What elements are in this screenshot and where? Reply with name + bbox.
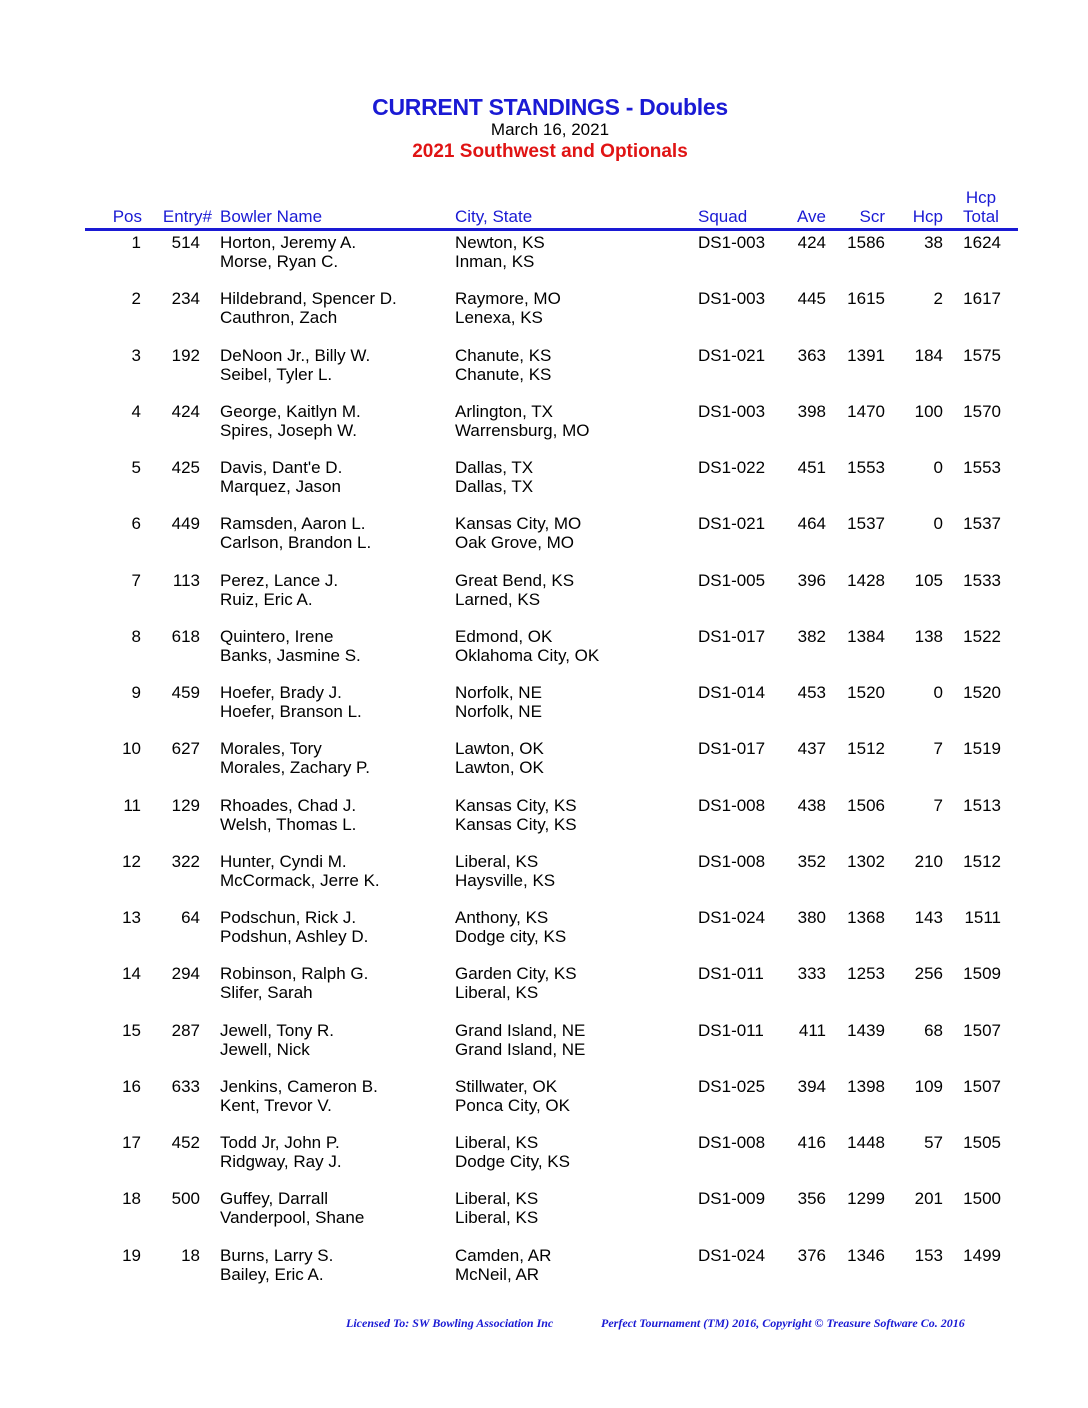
bowler-name-1: Todd Jr, John P. — [220, 1133, 340, 1152]
handicap: 105 — [914, 570, 943, 590]
city-state-1: Lawton, OK — [455, 739, 544, 759]
bowler-name-2: Marquez, Jason — [220, 477, 341, 496]
standings-row — [0, 1246, 1088, 1286]
handicap: 143 — [914, 908, 943, 927]
city-state-1: Raymore, MO — [455, 289, 561, 309]
squad: DS1-003 — [698, 233, 766, 252]
position: 9 — [131, 683, 141, 702]
bowler-name-2: Seibel, Tyler L. — [220, 364, 333, 384]
handicap: 0 — [933, 683, 943, 702]
standings-row — [0, 233, 1088, 273]
handicap: 57 — [924, 1133, 943, 1152]
scratch-score: 1398 — [847, 1076, 885, 1096]
position: 14 — [122, 964, 141, 984]
entry-number: 514 — [171, 233, 200, 252]
bowler-name-1: Guffey, Darrall — [220, 1189, 329, 1209]
squad: DS1-003 — [698, 401, 766, 421]
header-scr: Scr — [859, 207, 885, 226]
header-hcp-total-top: Hcp — [965, 188, 997, 207]
city-state-1: Grand Island, NE — [455, 1020, 586, 1040]
handicap-total: 1624 — [963, 233, 1001, 252]
handicap-total: 1511 — [964, 908, 1001, 927]
city-state-2: Larned, KS — [455, 589, 541, 609]
handicap: 184 — [914, 345, 943, 365]
bowler-name-2: Ruiz, Eric A. — [220, 589, 313, 609]
average: 333 — [797, 964, 826, 984]
city-state-1: Liberal, KS — [455, 1189, 539, 1209]
bowler-name-2: Podshun, Ashley D. — [220, 927, 369, 946]
bowler-name-1: Davis, Dant'e D. — [220, 458, 343, 477]
bowler-name-1: Quintero, Irene — [220, 626, 334, 646]
squad: DS1-017 — [698, 739, 766, 759]
entry-number: 633 — [171, 1076, 200, 1096]
bowler-name-1: Jenkins, Cameron B. — [220, 1076, 378, 1096]
standings-row — [0, 458, 1088, 498]
entry-number: 618 — [171, 626, 200, 646]
average: 451 — [797, 458, 826, 477]
squad: DS1-009 — [698, 1189, 766, 1209]
average: 382 — [797, 626, 826, 646]
city-state-2: Warrensburg, MO — [455, 420, 590, 440]
city-state-2: McNeil, AR — [455, 1264, 540, 1284]
scratch-score: 1520 — [847, 683, 885, 702]
city-state-2: Dodge City, KS — [455, 1152, 570, 1171]
bowler-name-2: Morales, Zachary P. — [220, 758, 370, 778]
entry-number: 294 — [171, 964, 200, 984]
squad: DS1-014 — [698, 683, 766, 702]
bowler-name-1: Horton, Jeremy A. — [220, 233, 357, 252]
city-state-2: Liberal, KS — [455, 1208, 539, 1228]
bowler-name-2: Spires, Joseph W. — [220, 420, 358, 440]
position: 7 — [131, 570, 141, 590]
squad: DS1-021 — [698, 514, 766, 534]
entry-number: 113 — [172, 570, 200, 590]
scratch-score: 1299 — [847, 1189, 885, 1209]
standings-row — [0, 1133, 1088, 1173]
scratch-score: 1253 — [847, 964, 885, 984]
handicap-total: 1512 — [963, 851, 1001, 871]
squad: DS1-008 — [698, 851, 766, 871]
average: 376 — [797, 1245, 826, 1265]
scratch-score: 1428 — [847, 570, 885, 590]
city-state-1: Liberal, KS — [455, 851, 539, 871]
entry-number: 234 — [171, 289, 200, 309]
position: 16 — [122, 1076, 141, 1096]
header-bowler-name: Bowler Name — [220, 207, 323, 226]
bowler-name-1: Hunter, Cyndi M. — [220, 851, 347, 871]
city-state-1: Arlington, TX — [455, 401, 553, 421]
standings-row — [0, 1021, 1088, 1061]
average: 438 — [797, 795, 826, 815]
city-state-2: Lawton, OK — [455, 758, 544, 778]
entry-number: 500 — [171, 1189, 200, 1209]
squad: DS1-005 — [698, 570, 766, 590]
bowler-name-1: DeNoon Jr., Billy W. — [220, 345, 371, 365]
handicap: 0 — [933, 514, 943, 534]
average: 411 — [798, 1020, 826, 1040]
position: 6 — [131, 514, 141, 534]
bowler-name-2: Jewell, Nick — [220, 1039, 310, 1059]
bowler-name-2: Vanderpool, Shane — [220, 1208, 365, 1228]
average: 352 — [797, 851, 826, 871]
squad: DS1-021 — [698, 345, 766, 365]
header-hcp: Hcp — [912, 207, 943, 226]
city-state-1: Edmond, OK — [455, 626, 553, 646]
handicap: 201 — [914, 1189, 943, 1209]
handicap: 68 — [924, 1020, 943, 1040]
bowler-name-2: Bailey, Eric A. — [220, 1264, 324, 1284]
average: 453 — [797, 683, 826, 702]
average: 398 — [797, 401, 826, 421]
handicap: 7 — [933, 739, 943, 759]
position: 19 — [122, 1245, 141, 1265]
scratch-score: 1537 — [847, 514, 885, 534]
scratch-score: 1384 — [847, 626, 885, 646]
entry-number: 129 — [171, 795, 200, 815]
standings-row — [0, 571, 1088, 611]
bowler-name-2: Hoefer, Branson L. — [220, 702, 362, 721]
position: 3 — [131, 345, 141, 365]
position: 12 — [122, 851, 141, 871]
standings-row — [0, 346, 1088, 386]
position: 15 — [122, 1020, 141, 1040]
bowler-name-1: Burns, Larry S. — [220, 1245, 334, 1265]
handicap-total: 1533 — [963, 570, 1001, 590]
header-divider — [85, 228, 1018, 231]
position: 5 — [131, 458, 141, 477]
handicap-total: 1509 — [963, 964, 1001, 984]
city-state-2: Oklahoma City, OK — [455, 645, 600, 665]
position: 4 — [131, 401, 141, 421]
scratch-score: 1512 — [847, 739, 885, 759]
scratch-score: 1615 — [847, 289, 885, 309]
scratch-score: 1368 — [847, 908, 885, 927]
handicap-total: 1499 — [963, 1245, 1001, 1265]
squad: DS1-008 — [698, 795, 766, 815]
report-date: March 16, 2021 — [490, 120, 610, 139]
average: 416 — [797, 1133, 826, 1152]
bowler-name-2: Kent, Trevor V. — [220, 1095, 332, 1115]
scratch-score: 1439 — [847, 1020, 885, 1040]
bowler-name-2: Banks, Jasmine S. — [220, 645, 361, 665]
city-state-2: Dodge city, KS — [455, 927, 567, 946]
bowler-name-1: Rhoades, Chad J. — [220, 795, 357, 815]
entry-number: 64 — [181, 908, 200, 927]
handicap: 38 — [924, 233, 943, 252]
entry-number: 627 — [171, 739, 200, 759]
footer-license: Licensed To: SW Bowling Association Inc — [346, 1316, 554, 1330]
header-squad: Squad — [698, 207, 748, 226]
entry-number: 424 — [171, 401, 200, 421]
position: 18 — [122, 1189, 141, 1209]
standings-row — [0, 796, 1088, 836]
average: 424 — [797, 233, 826, 252]
squad: DS1-011 — [698, 964, 764, 984]
handicap-total: 1507 — [963, 1076, 1001, 1096]
city-state-2: Liberal, KS — [455, 983, 539, 1003]
entry-number: 449 — [171, 514, 200, 534]
entry-number: 18 — [181, 1245, 200, 1265]
city-state-2: Kansas City, KS — [455, 814, 577, 834]
bowler-name-1: Ramsden, Aaron L. — [220, 514, 366, 534]
city-state-1: Camden, AR — [455, 1245, 552, 1265]
bowler-name-2: Cauthron, Zach — [220, 308, 338, 328]
handicap-total: 1617 — [963, 289, 1001, 309]
handicap-total: 1570 — [963, 401, 1001, 421]
bowler-name-1: Hoefer, Brady J. — [220, 683, 342, 702]
header-city-state: City, State — [455, 207, 533, 226]
entry-number: 322 — [171, 851, 200, 871]
header-hcp-total-bottom: Total — [963, 207, 999, 226]
bowler-name-2: Morse, Ryan C. — [220, 252, 339, 271]
bowler-name-2: McCormack, Jerre K. — [220, 870, 380, 890]
average: 394 — [797, 1076, 826, 1096]
squad: DS1-017 — [698, 626, 766, 646]
handicap: 7 — [933, 795, 943, 815]
average: 380 — [797, 908, 826, 927]
squad: DS1-008 — [698, 1133, 766, 1152]
average: 445 — [797, 289, 826, 309]
city-state-1: Dallas, TX — [455, 458, 534, 477]
position: 2 — [131, 289, 141, 309]
header-entry: Entry# — [162, 207, 212, 226]
city-state-2: Grand Island, NE — [455, 1039, 586, 1059]
entry-number: 425 — [171, 458, 200, 477]
city-state-2: Lenexa, KS — [455, 308, 543, 328]
standings-row — [0, 514, 1088, 554]
city-state-1: Anthony, KS — [455, 908, 549, 927]
city-state-1: Liberal, KS — [455, 1133, 539, 1152]
bowler-name-2: Welsh, Thomas L. — [220, 814, 357, 834]
handicap-total: 1575 — [963, 345, 1001, 365]
bowler-name-2: Slifer, Sarah — [220, 983, 313, 1003]
handicap: 256 — [914, 964, 943, 984]
scratch-score: 1448 — [847, 1133, 885, 1152]
city-state-1: Garden City, KS — [455, 964, 577, 984]
average: 363 — [797, 345, 826, 365]
position: 11 — [123, 795, 141, 815]
handicap: 100 — [914, 401, 943, 421]
handicap-total: 1500 — [963, 1189, 1001, 1209]
handicap: 109 — [914, 1076, 943, 1096]
handicap-total: 1505 — [963, 1133, 1001, 1152]
standings-row — [0, 739, 1088, 779]
entry-number: 452 — [171, 1133, 200, 1152]
position: 13 — [122, 908, 141, 927]
bowler-name-1: Jewell, Tony R. — [220, 1020, 335, 1040]
squad: DS1-024 — [698, 1245, 766, 1265]
handicap: 153 — [914, 1245, 943, 1265]
handicap-total: 1513 — [963, 795, 1001, 815]
handicap-total: 1537 — [963, 514, 1001, 534]
scratch-score: 1346 — [847, 1245, 885, 1265]
average: 396 — [797, 570, 826, 590]
footer-copyright: Perfect Tournament (TM) 2016, Copyright © Treasure Software Co. 2016 — [601, 1316, 965, 1330]
standings-row — [0, 289, 1088, 329]
standings-row — [0, 908, 1088, 948]
bowler-name-1: Robinson, Ralph G. — [220, 964, 369, 984]
header-ave: Ave — [797, 207, 826, 226]
handicap: 210 — [914, 851, 943, 871]
position: 1 — [131, 233, 141, 252]
position: 8 — [131, 626, 141, 646]
city-state-1: Norfolk, NE — [455, 683, 542, 702]
position: 17 — [122, 1133, 141, 1152]
handicap: 2 — [933, 289, 943, 309]
standings-row — [0, 402, 1088, 442]
city-state-1: Stillwater, OK — [455, 1076, 558, 1096]
standings-row — [0, 627, 1088, 667]
scratch-score: 1506 — [847, 795, 885, 815]
squad: DS1-025 — [698, 1076, 766, 1096]
city-state-2: Chanute, KS — [455, 364, 552, 384]
handicap-total: 1522 — [963, 626, 1001, 646]
bowler-name-1: Morales, Tory — [220, 739, 322, 759]
bowler-name-1: Podschun, Rick J. — [220, 908, 357, 927]
scratch-score: 1470 — [847, 401, 885, 421]
bowler-name-1: Perez, Lance J. — [220, 570, 339, 590]
city-state-2: Ponca City, OK — [455, 1095, 570, 1115]
scratch-score: 1553 — [847, 458, 885, 477]
squad: DS1-011 — [698, 1020, 764, 1040]
handicap-total: 1507 — [963, 1020, 1001, 1040]
standings-row — [0, 852, 1088, 892]
entry-number: 459 — [171, 683, 200, 702]
city-state-2: Norfolk, NE — [455, 702, 542, 721]
standings-row — [0, 683, 1088, 723]
handicap-total: 1519 — [963, 739, 1001, 759]
scratch-score: 1586 — [847, 233, 885, 252]
city-state-2: Oak Grove, MO — [455, 533, 575, 553]
position: 10 — [122, 739, 141, 759]
average: 437 — [797, 739, 826, 759]
report-title: CURRENT STANDINGS - Doubles — [372, 94, 728, 120]
city-state-1: Kansas City, KS — [455, 795, 577, 815]
average: 356 — [797, 1189, 826, 1209]
squad: DS1-022 — [698, 458, 766, 477]
city-state-1: Kansas City, MO — [455, 514, 582, 534]
scratch-score: 1391 — [847, 345, 885, 365]
event-name: 2021 Southwest and Optionals — [412, 141, 688, 162]
bowler-name-2: Carlson, Brandon L. — [220, 533, 372, 553]
bowler-name-2: Ridgway, Ray J. — [220, 1152, 342, 1171]
bowler-name-1: Hildebrand, Spencer D. — [220, 289, 397, 309]
handicap: 138 — [914, 626, 943, 646]
city-state-2: Dallas, TX — [455, 477, 534, 496]
city-state-1: Great Bend, KS — [455, 570, 575, 590]
scratch-score: 1302 — [847, 851, 885, 871]
squad: DS1-024 — [698, 908, 766, 927]
average: 464 — [797, 514, 826, 534]
entry-number: 287 — [171, 1020, 200, 1040]
city-state-2: Inman, KS — [455, 252, 535, 271]
handicap: 0 — [933, 458, 943, 477]
squad: DS1-003 — [698, 289, 766, 309]
standings-row — [0, 1077, 1088, 1117]
entry-number: 192 — [171, 345, 200, 365]
standings-row — [0, 1189, 1088, 1229]
handicap-total: 1553 — [963, 458, 1001, 477]
standings-row — [0, 964, 1088, 1004]
bowler-name-1: George, Kaitlyn M. — [220, 401, 361, 421]
handicap-total: 1520 — [963, 683, 1001, 702]
city-state-2: Haysville, KS — [455, 870, 556, 890]
header-pos: Pos — [112, 207, 142, 226]
city-state-1: Newton, KS — [455, 233, 545, 252]
city-state-1: Chanute, KS — [455, 345, 552, 365]
